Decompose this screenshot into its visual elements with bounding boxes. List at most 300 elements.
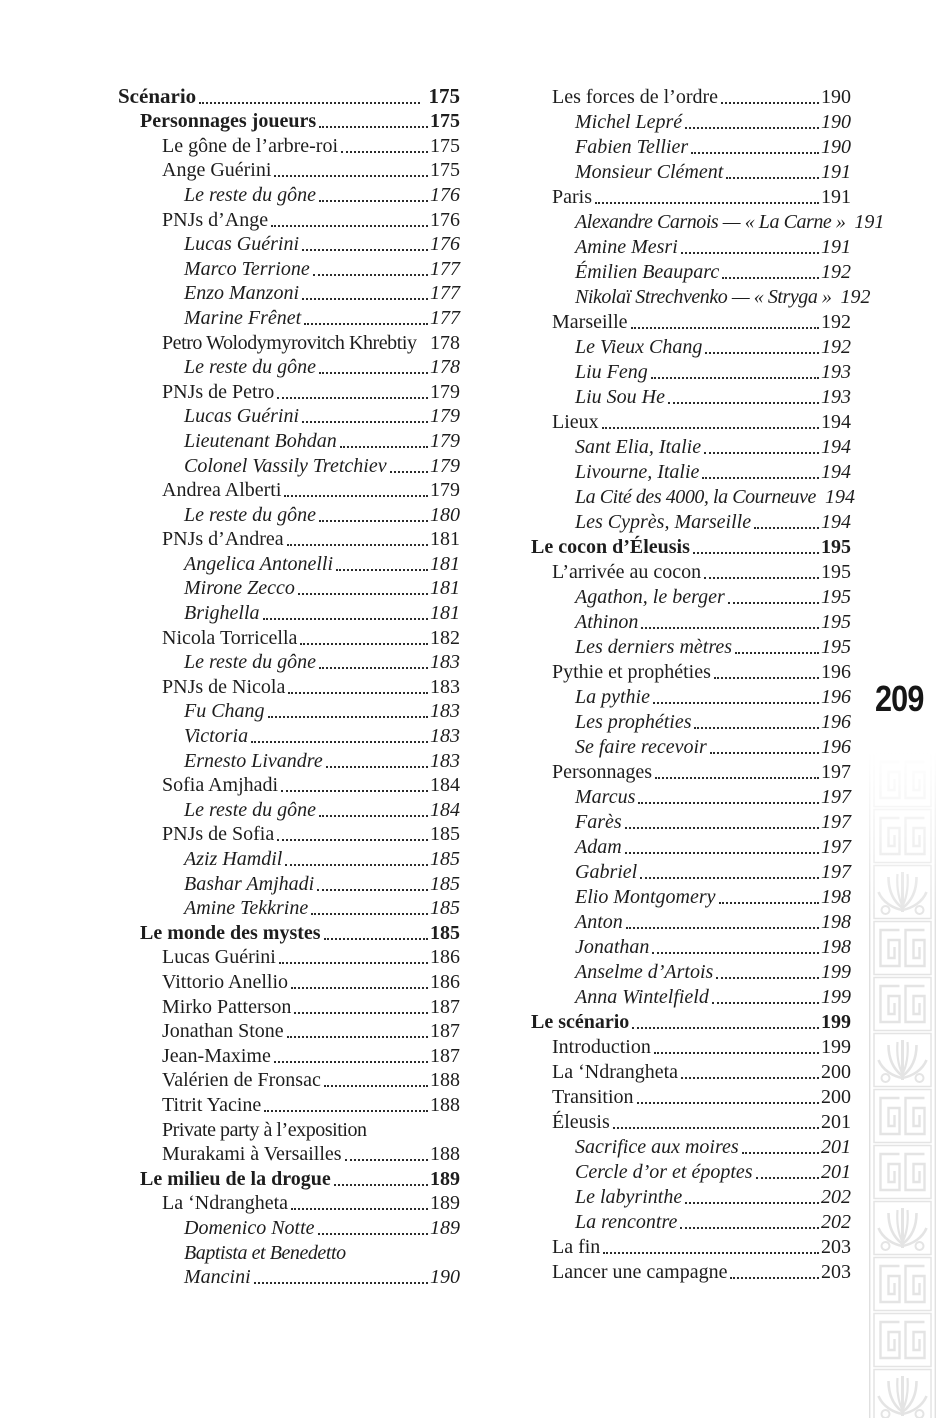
- leader-dots: [722, 277, 819, 279]
- toc-entry: [575, 1184, 851, 1209]
- leader-dots: [632, 1027, 819, 1029]
- toc-entry-label: Pythie et prophéties: [552, 661, 711, 683]
- toc-entry: [184, 453, 460, 478]
- toc-entry-label: Les Cyprès, Marseille: [575, 511, 752, 533]
- toc-entry-label: Mancini: [184, 1266, 251, 1289]
- leader-dots: [277, 397, 428, 399]
- toc-entry: [575, 259, 851, 284]
- toc-entry-page: 194: [821, 436, 851, 458]
- toc-entry: [162, 1092, 460, 1117]
- leader-dots: [271, 225, 428, 227]
- toc-entry: [184, 797, 460, 822]
- leader-dots: [298, 593, 428, 595]
- toc-entry: [552, 309, 851, 334]
- toc-entry-page: 195: [821, 611, 851, 633]
- toc-entry-page: 203: [821, 1261, 851, 1283]
- toc-entry-label: Athinon: [575, 611, 639, 633]
- toc-entry-label: Le cocon d’Éleusis: [531, 536, 690, 558]
- toc-entry-label: Murakami à Versailles: [162, 1143, 342, 1166]
- toc-entry: [575, 984, 851, 1009]
- toc-entry-label: Le scénario: [531, 1011, 630, 1033]
- toc-entry-page: 184: [430, 798, 460, 821]
- toc-entry: [575, 284, 871, 309]
- toc-entry-label: Les forces de l’ordre: [552, 86, 719, 108]
- leader-dots: [288, 692, 428, 694]
- toc-entry-label: Lancer une campagne: [552, 1261, 728, 1283]
- toc-entry: [575, 109, 851, 134]
- leader-dots: [324, 938, 428, 940]
- toc-entry-page: 183: [430, 749, 460, 772]
- toc-entry-page: 196: [821, 661, 851, 683]
- leader-dots: [702, 477, 819, 479]
- toc-entry: [575, 834, 851, 859]
- toc-entry-label: La Cité des 4000, la Courneuve: [575, 486, 816, 508]
- toc-entry-page: 185: [430, 897, 460, 920]
- leader-dots: [341, 151, 428, 153]
- toc-entry-label: Paris: [552, 186, 592, 208]
- toc-entry: [162, 207, 460, 232]
- toc-entry-label: Vittorio Anellio: [162, 970, 289, 993]
- toc-entry-label: Aziz Hamdil: [184, 848, 283, 870]
- leader-dots: [268, 716, 428, 718]
- toc-entry: [184, 428, 460, 453]
- leader-dots: [313, 274, 428, 276]
- toc-entry-page: 202: [821, 1211, 851, 1233]
- toc-entry: [552, 759, 851, 784]
- toc-entry: [575, 959, 851, 984]
- toc-entry-page: 201: [821, 1136, 851, 1158]
- toc-entry-label: Lucas Guérini: [184, 233, 299, 256]
- toc-entry-page: 200: [821, 1061, 851, 1083]
- toc-entry-label: Marine Frênet: [184, 306, 302, 329]
- toc-entry-page: 175: [430, 110, 460, 133]
- leader-dots: [319, 126, 428, 128]
- toc-entry-label: Mirone Zecco: [184, 577, 295, 600]
- greek-key-border-icon: [869, 752, 936, 1418]
- leader-dots: [291, 1208, 428, 1210]
- toc-entry-page: 179: [430, 454, 460, 477]
- toc-entry-page: 175: [430, 134, 460, 157]
- toc-entry-page: 176: [430, 233, 460, 256]
- toc-entry: [140, 920, 460, 945]
- leader-dots: [693, 552, 819, 554]
- toc-entry: [575, 634, 851, 659]
- toc-entry-page: 186: [430, 970, 460, 993]
- leader-dots: [287, 1036, 428, 1038]
- toc-entry-label: PNJs d’Ange: [162, 208, 269, 231]
- toc-entry-page: 191: [821, 161, 851, 183]
- toc-entry-label: Valérien de Fronsac: [162, 1069, 321, 1092]
- toc-entry-page: 194: [821, 511, 851, 533]
- toc-entry-label: Lucas Guérini: [184, 405, 299, 428]
- toc-entry: [575, 1209, 851, 1234]
- toc-entry-page: 196: [821, 736, 851, 758]
- toc-entry: [162, 1019, 460, 1044]
- toc-entry-label: Le gône de l’arbre-roi: [162, 134, 339, 157]
- toc-entry-page: 187: [430, 1020, 460, 1043]
- toc-entry-page: 191: [854, 211, 885, 233]
- toc-entry: [575, 784, 851, 809]
- toc-entry-page: 182: [430, 626, 460, 649]
- toc-entry-page: 181: [430, 528, 460, 551]
- toc-entry-label: Le reste du gône: [184, 183, 317, 206]
- toc-entry-label: Cercle d’or et époptes: [575, 1161, 753, 1183]
- toc-entry-label: Anna Wintelfield: [575, 986, 709, 1008]
- toc-entry: [575, 134, 851, 159]
- leader-dots: [319, 667, 428, 669]
- toc-entry-page: 183: [430, 700, 460, 723]
- toc-entry: [162, 158, 460, 183]
- toc-entry-page: 197: [821, 811, 851, 833]
- toc-entry-page: 176: [430, 183, 460, 206]
- leader-dots: [603, 1252, 819, 1254]
- toc-entry: [184, 871, 460, 896]
- toc-entry-page: 192: [821, 336, 851, 358]
- toc-entry-page: 188: [430, 1069, 460, 1092]
- leader-dots: [637, 1102, 819, 1104]
- toc-entry: [184, 502, 460, 527]
- toc-entry: [184, 232, 460, 257]
- toc-entry-label: Sacrifice aux moires: [575, 1136, 739, 1158]
- toc-entry-page: 190: [821, 86, 851, 108]
- leader-dots: [638, 802, 819, 804]
- toc-entry-label: Le labyrinthe: [575, 1186, 683, 1208]
- toc-entry-page: 190: [430, 1266, 460, 1289]
- toc-entry: [184, 1240, 460, 1265]
- toc-entry: [552, 84, 851, 109]
- leader-dots: [726, 177, 819, 179]
- toc-entry: [575, 1159, 851, 1184]
- toc-entry-label: Le Vieux Chang: [575, 336, 703, 358]
- leader-dots: [653, 702, 819, 704]
- toc-entry: [575, 609, 851, 634]
- toc-entry: [162, 674, 460, 699]
- leader-dots: [302, 249, 428, 251]
- page-number-badge: 209: [875, 678, 924, 719]
- leader-dots: [274, 1061, 428, 1063]
- toc-entry-label: Lucas Guérini: [162, 946, 276, 969]
- toc-entry: [162, 969, 460, 994]
- leader-dots: [714, 677, 819, 679]
- leader-dots: [284, 495, 428, 497]
- toc-entry: [575, 159, 851, 184]
- toc-entry-page: 185: [430, 872, 460, 895]
- leader-dots: [641, 627, 819, 629]
- toc-entry: [162, 133, 460, 158]
- toc-entry: [184, 723, 460, 748]
- toc-entry-label: La pythie: [575, 686, 650, 708]
- leader-dots: [340, 446, 428, 448]
- leader-dots: [324, 1085, 428, 1087]
- leader-dots: [719, 902, 819, 904]
- leader-dots: [595, 202, 819, 204]
- leader-dots: [728, 602, 819, 604]
- leader-dots: [281, 790, 428, 792]
- toc-entry-label: PNJs de Petro: [162, 380, 275, 403]
- leader-dots: [251, 741, 428, 743]
- toc-entry: [184, 576, 460, 601]
- toc-entry: [575, 734, 851, 759]
- toc-entry-label: Le reste du gône: [184, 798, 317, 821]
- toc-entry-page: 185: [430, 921, 460, 944]
- toc-entry: [575, 709, 851, 734]
- leader-dots: [680, 1227, 819, 1229]
- toc-entry-label: Émilien Beauparc: [575, 261, 720, 283]
- toc-entry: [575, 434, 851, 459]
- leader-dots: [285, 864, 428, 866]
- toc-entry-page: 194: [821, 411, 851, 433]
- leader-dots: [264, 1110, 428, 1112]
- toc-entry: [184, 182, 460, 207]
- toc-entry-label: Le reste du gône: [184, 503, 317, 526]
- leader-dots: [742, 1152, 819, 1154]
- toc-entry-label: Sofia Amjhadi: [162, 774, 279, 797]
- toc-entry-page: 196: [821, 686, 851, 708]
- leader-dots: [735, 652, 819, 654]
- leader-dots: [668, 402, 819, 404]
- toc-entry-label: Alexandre Carnois — « La Carne »: [575, 211, 846, 233]
- toc-entry: [184, 551, 460, 576]
- leader-dots: [626, 927, 819, 929]
- toc-entry-label: Enzo Manzoni: [184, 282, 299, 305]
- toc-entry: [184, 404, 460, 429]
- toc-entry-page: 179: [430, 479, 460, 502]
- leader-dots: [302, 298, 428, 300]
- toc-entry: [552, 1084, 851, 1109]
- leader-dots: [651, 377, 819, 379]
- leader-dots: [254, 1282, 428, 1284]
- toc-entry-page: 177: [430, 306, 460, 329]
- toc-entry: [140, 109, 460, 134]
- toc-entry-page: 191: [821, 186, 851, 208]
- toc-entry-label: Andrea Alberti: [162, 479, 282, 502]
- toc-entry-label: Domenico Notte: [184, 1216, 315, 1239]
- toc-entry-page: 197: [821, 761, 851, 783]
- toc-entry-label: Amine Tekkrine: [184, 897, 309, 920]
- leader-dots: [317, 889, 428, 891]
- toc-entry: [575, 859, 851, 884]
- toc-entry: [552, 409, 851, 434]
- toc-entry-label: Petro Wolodymyrovitch Khrebtiy: [162, 331, 417, 354]
- toc-entry-page: 195: [821, 561, 851, 583]
- toc-entry-page: 175: [428, 83, 460, 108]
- toc-entry-label: Ernesto Livandre: [184, 749, 323, 772]
- toc-entry-page: 185: [430, 848, 460, 870]
- toc-entry-page: 194: [821, 461, 851, 483]
- toc-entry-label: Introduction: [552, 1036, 651, 1058]
- toc-entry: [575, 1134, 851, 1159]
- toc-entry-label: Anton: [575, 911, 623, 933]
- toc-entry-label: Ange Guérini: [162, 159, 272, 182]
- toc-entry-label: Anselme d’Artois: [575, 961, 714, 983]
- toc-entry-page: 175: [430, 159, 460, 182]
- toc-entry: [575, 234, 851, 259]
- leader-dots: [716, 977, 819, 979]
- toc-entry-label: Marseille: [552, 311, 628, 333]
- leader-dots: [681, 252, 819, 254]
- leader-dots: [694, 727, 819, 729]
- toc-entry-label: Brighella: [184, 602, 260, 625]
- toc-entry-label: Angelica Antonelli: [184, 552, 334, 575]
- leader-dots: [294, 1012, 428, 1014]
- toc-entry: [184, 748, 460, 773]
- toc-entry-label: Titrit Yacine: [162, 1093, 262, 1116]
- toc-entry: [575, 684, 851, 709]
- leader-dots: [721, 102, 819, 104]
- toc-entry-page: 192: [840, 286, 871, 308]
- leader-dots: [730, 1277, 819, 1279]
- toc-entry-label: Le reste du gône: [184, 651, 317, 674]
- toc-entry: [575, 934, 851, 959]
- leader-dots: [319, 520, 428, 522]
- leader-dots: [300, 643, 428, 645]
- toc-entry-label: PNJs d’Andrea: [162, 528, 284, 551]
- toc-entry: [552, 184, 851, 209]
- toc-entry: [184, 1265, 460, 1290]
- toc-entry: [184, 846, 460, 871]
- toc-entry: [575, 884, 851, 909]
- toc-entry-page: 181: [430, 602, 460, 625]
- toc-entry-label: L’arrivée au cocon: [552, 561, 702, 583]
- toc-entry-page: 184: [430, 774, 460, 797]
- toc-entry: [184, 256, 460, 281]
- leader-dots: [685, 127, 819, 129]
- leader-dots: [756, 1177, 819, 1179]
- toc-entry: [162, 773, 460, 798]
- toc-entry-label: Mirko Patterson: [162, 995, 292, 1018]
- toc-entry-page: 179: [430, 380, 460, 403]
- toc-entry: [162, 478, 460, 503]
- leader-dots: [652, 952, 819, 954]
- toc-entry-page: 187: [430, 1044, 460, 1067]
- toc-entry-page: 192: [821, 311, 851, 333]
- toc-entry-label: PNJs de Sofia: [162, 823, 275, 846]
- toc-column-left: [118, 84, 460, 1289]
- leader-dots: [345, 1159, 428, 1161]
- toc-entry: [575, 484, 855, 509]
- toc-entry: [552, 1059, 851, 1084]
- toc-entry-page: 189: [430, 1192, 460, 1215]
- toc-entry-page: 189: [430, 1167, 460, 1190]
- leader-dots: [334, 1184, 428, 1186]
- leader-dots: [655, 777, 819, 779]
- toc-entry-page: 194: [824, 486, 855, 508]
- toc-entry-page: 189: [430, 1216, 460, 1239]
- toc-entry: [531, 1009, 851, 1034]
- toc-entry-page: 199: [821, 961, 851, 983]
- leader-dots: [704, 577, 819, 579]
- leader-dots: [319, 200, 428, 202]
- toc-entry-label: Farès: [575, 811, 622, 833]
- toc-entry: [162, 1191, 460, 1216]
- toc-entry-label: La ‘Ndrangheta: [552, 1061, 679, 1083]
- toc-entry: [575, 359, 851, 384]
- toc-entry: [162, 1068, 460, 1093]
- toc-entry-page: 187: [430, 995, 460, 1018]
- toc-entry: [575, 209, 885, 234]
- toc-entry: [184, 896, 460, 921]
- toc-entry-page: 201: [821, 1111, 851, 1133]
- toc-entry-page: 188: [430, 1093, 460, 1116]
- toc-entry: [118, 84, 460, 109]
- toc-entry: [184, 305, 460, 330]
- toc-entry-page: 200: [821, 1086, 851, 1108]
- toc-entry-page: 186: [430, 946, 460, 969]
- toc-entry-label: Lieux: [552, 411, 599, 433]
- toc-entry-label: Marcus: [575, 786, 636, 808]
- toc-entry-label: Michel Lepré: [575, 111, 683, 133]
- leader-dots: [602, 427, 819, 429]
- toc-entry-label: PNJs de Nicola: [162, 675, 286, 698]
- leader-dots: [336, 569, 428, 571]
- toc-entry-page: 201: [821, 1161, 851, 1183]
- toc-entry-label: Amine Mesri: [575, 236, 678, 258]
- leader-dots: [287, 544, 428, 546]
- toc-entry: [162, 625, 460, 650]
- toc-entry-label: Bashar Amjhadi: [184, 872, 315, 895]
- toc-entry-page: 193: [821, 361, 851, 383]
- toc-entry-page: 198: [821, 911, 851, 933]
- toc-entry-page: 195: [821, 586, 851, 608]
- toc-entry-label: Monsieur Clément: [575, 161, 724, 183]
- toc-entry: [575, 459, 851, 484]
- toc-entry: [575, 809, 851, 834]
- toc-entry-label: Jean-Maxime: [162, 1044, 271, 1067]
- toc-entry-page: 181: [430, 577, 460, 600]
- toc-entry-page: 195: [821, 636, 851, 658]
- toc-entry-page: 183: [430, 675, 460, 698]
- leader-dots: [613, 1127, 819, 1129]
- leader-dots: [318, 1233, 428, 1235]
- toc-entry-label: La fin: [552, 1236, 601, 1258]
- toc-entry-page: 179: [430, 405, 460, 428]
- toc-entry-page: 178: [430, 331, 460, 354]
- toc-entry: [575, 334, 851, 359]
- toc-entry: [162, 994, 460, 1019]
- toc-entry-label: Le monde des mystes: [140, 921, 321, 944]
- toc-entry-page: 190: [821, 111, 851, 133]
- toc-entry-page: 176: [430, 208, 460, 231]
- leader-dots: [319, 372, 428, 374]
- leader-dots: [326, 766, 428, 768]
- toc-entry-label: Scénario: [118, 83, 197, 108]
- toc-entry-page: 181: [430, 552, 460, 575]
- toc-entry-page: 192: [821, 261, 851, 283]
- toc-entry-label: Transition: [552, 1086, 634, 1108]
- leader-dots: [625, 827, 819, 829]
- leader-dots: [263, 618, 428, 620]
- leader-dots: [274, 175, 428, 177]
- toc-entry: [184, 699, 460, 724]
- leader-dots: [640, 877, 819, 879]
- toc-entry: [552, 659, 851, 684]
- toc-entry: [552, 1259, 851, 1284]
- leader-dots: [390, 471, 428, 473]
- toc-entry-page: 188: [430, 1143, 460, 1166]
- toc-entry-page: 199: [821, 1036, 851, 1058]
- leader-dots: [685, 1202, 819, 1204]
- leader-dots: [302, 421, 428, 423]
- toc-entry-label: Nicola Torricella: [162, 626, 298, 649]
- toc-entry: [552, 1109, 851, 1134]
- toc-column-right: [531, 84, 885, 1284]
- toc-entry-label: Jonathan: [575, 936, 650, 958]
- toc-entry-page: 198: [821, 886, 851, 908]
- toc-entry-label: Gabriel: [575, 861, 638, 883]
- toc-entry: [184, 1215, 460, 1240]
- leader-dots: [712, 1002, 819, 1004]
- leader-dots: [704, 452, 819, 454]
